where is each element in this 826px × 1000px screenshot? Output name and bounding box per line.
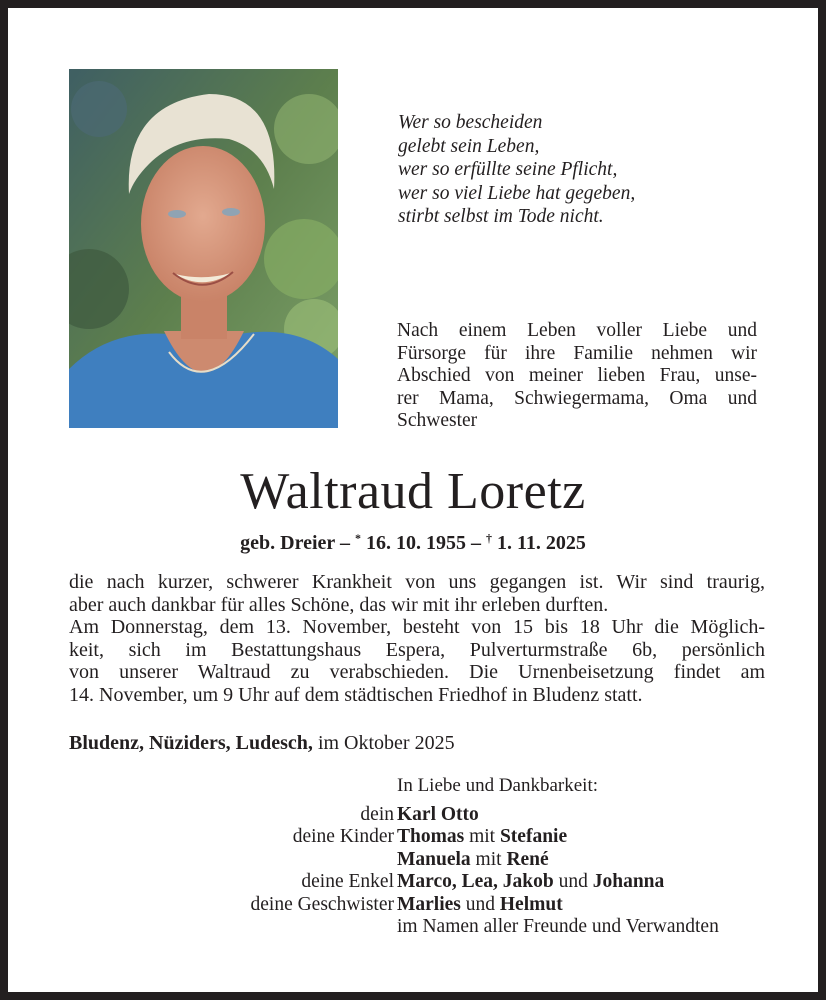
place-and-date bbox=[69, 730, 455, 756]
family-member-name: René bbox=[506, 848, 549, 870]
poem-line: wer so viel Liebe hat gegeben, bbox=[398, 182, 636, 204]
family-row bbox=[68, 916, 788, 938]
family-member-name: Johanna bbox=[592, 871, 665, 893]
family-row bbox=[68, 871, 788, 893]
separator: – bbox=[334, 532, 355, 554]
family-member-name: Thomas bbox=[397, 826, 465, 848]
family-names bbox=[397, 849, 549, 871]
family-relation: deine Geschwister bbox=[250, 893, 394, 915]
intro-line: Nach einem Leben voller Liebe und bbox=[397, 320, 757, 341]
death-date: 1. 11. 2025 bbox=[491, 532, 586, 554]
intro-line: rer Mama, Schwiegermama, Oma und bbox=[397, 387, 757, 409]
family-member-name: Manuela bbox=[397, 848, 471, 870]
body-line: Am Donnerstag, dem 13. November, besteht von 15 bis 18 Uhr die Möglich- bbox=[69, 616, 765, 639]
birth-star-icon: * bbox=[354, 531, 361, 545]
intro-line: Abschied von meiner lieben Frau, unse- bbox=[397, 365, 757, 386]
family-row bbox=[68, 804, 788, 826]
family-relation bbox=[68, 916, 397, 938]
body-line: keit, sich im Bestattungshaus Espera, Pulverturmstraße 6b, persönlich bbox=[69, 638, 765, 661]
death-cross-icon: † bbox=[485, 531, 492, 545]
connector-text: im Namen aller Freunde und Verwandten bbox=[397, 916, 719, 938]
family-names bbox=[397, 916, 719, 938]
poem-line: stirbt selbst im Tode nicht. bbox=[398, 206, 604, 227]
birth-name: geb. Dreier bbox=[240, 532, 335, 554]
intro-line: Fürsorge für ihre Familie nehmen wir bbox=[397, 342, 757, 364]
family-member-name: Marlies bbox=[397, 893, 461, 915]
poem-line: gelebt sein Leben, bbox=[398, 135, 540, 157]
family-row bbox=[68, 826, 788, 848]
connector-text: mit bbox=[464, 826, 500, 848]
body-text bbox=[69, 571, 765, 707]
body-line: aber auch dankbar für alles Schöne, das wir mit ihr erleben durften. bbox=[69, 593, 609, 616]
deceased-name: Waltraud Loretz bbox=[240, 463, 586, 520]
obituary-page bbox=[8, 8, 818, 992]
family-relation: dein bbox=[360, 804, 394, 825]
connector-text: und bbox=[460, 893, 500, 915]
body-line: von unserer Waltraud zu verabschieden. Die Urnenbeisetzung findet am bbox=[69, 661, 765, 684]
birth-date: 16. 10. 1955 bbox=[360, 532, 466, 554]
body-line: 14. November, um 9 Uhr auf dem städtischen Friedhof in Bludenz statt. bbox=[69, 683, 643, 706]
family-relation bbox=[68, 849, 397, 871]
family-member-name: Marco, Lea, Jakob bbox=[397, 871, 554, 893]
notice-date: im Oktober 2025 bbox=[312, 732, 455, 754]
family-names bbox=[397, 894, 563, 916]
poem bbox=[398, 111, 635, 229]
family-member-name: Karl Otto bbox=[397, 804, 479, 825]
portrait-image-icon bbox=[69, 69, 338, 428]
intro-text bbox=[397, 320, 757, 433]
family-relation: deine Kinder bbox=[292, 826, 394, 848]
connector-text: mit bbox=[470, 848, 507, 870]
poem-line: Wer so bescheiden bbox=[398, 112, 543, 133]
separator: – bbox=[465, 532, 486, 554]
family-names bbox=[397, 804, 479, 826]
portrait-photo bbox=[69, 69, 338, 428]
life-dates bbox=[0, 525, 826, 556]
family-list bbox=[68, 804, 788, 938]
connector-text: und bbox=[553, 871, 593, 893]
family-relation: deine Enkel bbox=[301, 871, 394, 893]
family-names bbox=[397, 871, 664, 893]
thanks-line: In Liebe und Dankbarkeit: bbox=[397, 775, 599, 796]
family-row bbox=[68, 849, 788, 871]
intro-line: Schwester bbox=[397, 410, 478, 431]
family-names bbox=[397, 826, 567, 848]
family-member-name: Stefanie bbox=[499, 826, 568, 848]
family-row bbox=[68, 894, 788, 916]
towns: Bludenz, Nüziders, Ludesch, bbox=[69, 732, 313, 754]
family-member-name: Helmut bbox=[499, 893, 563, 915]
body-line: die nach kurzer, schwerer Krankheit von uns gegangen ist. Wir sind traurig, bbox=[69, 571, 765, 593]
poem-line: wer so erfüllte seine Pflicht, bbox=[398, 159, 618, 180]
